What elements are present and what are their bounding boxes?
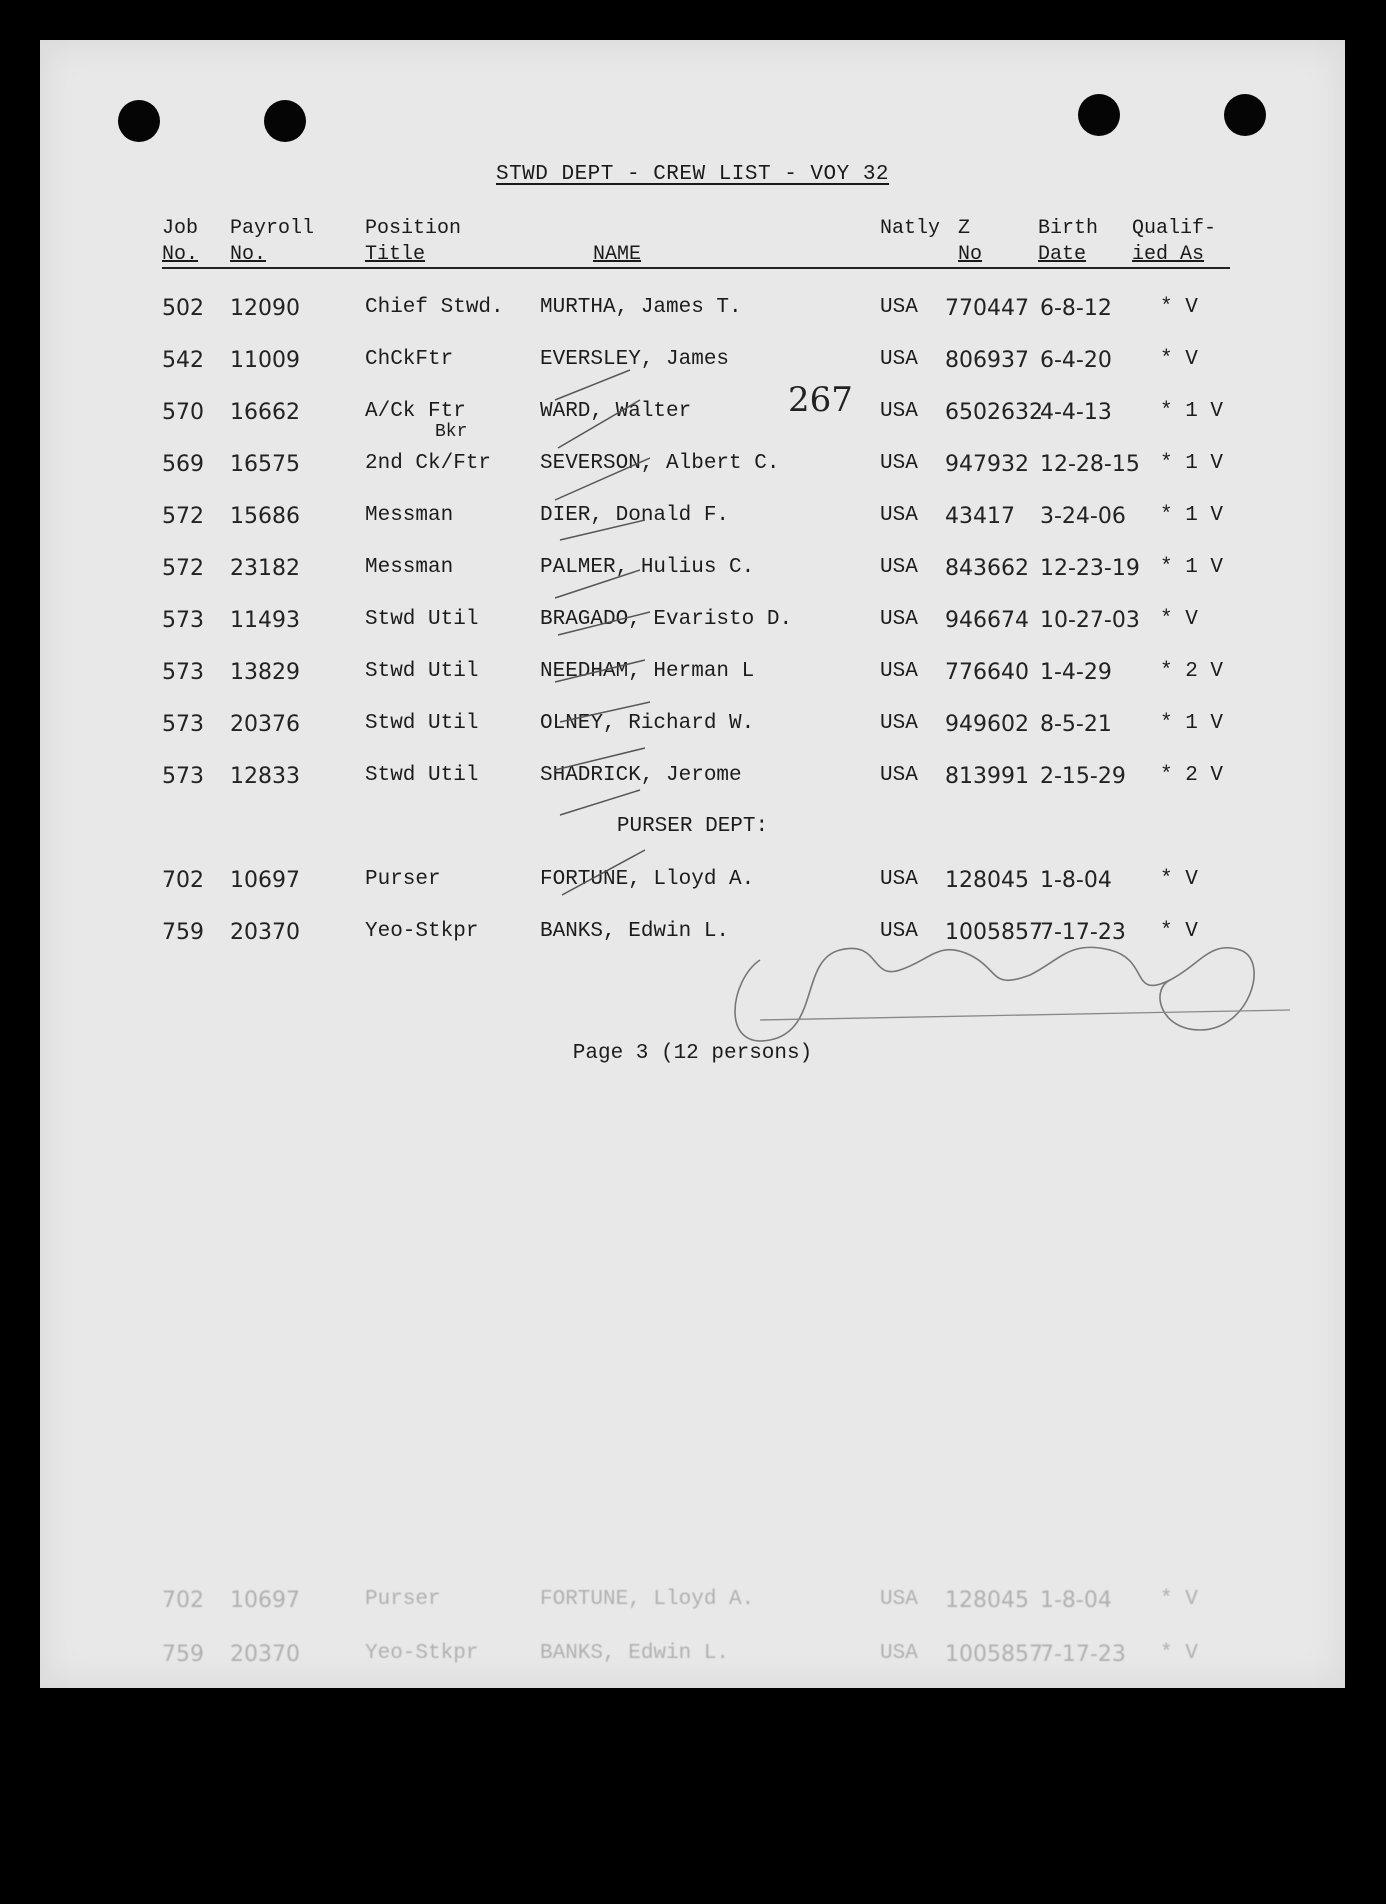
z-number-cell: 128045 [945,868,1029,893]
birth-date-cell: 7-17-23 [1040,920,1126,945]
name-cell: FORTUNE, Lloyd A. [540,1588,755,1611]
name-cell: PALMER, Hulius C. [540,556,755,579]
birth-date-cell: 1-8-04 [1040,1588,1112,1613]
ghost-row [40,1588,1345,1628]
birth-date-cell: 1-8-04 [1040,868,1112,893]
qualified-cell: * V [1160,920,1198,943]
payroll-cell: 16662 [230,400,300,425]
name-cell: OLNEY, Richard W. [540,712,755,735]
z-number-cell: 776640 [945,660,1029,685]
position-cell: Yeo-Stkpr [365,920,479,943]
nationality-cell: USA [880,920,918,943]
payroll-cell: 13829 [230,660,300,685]
payroll-cell: 10697 [230,868,300,893]
z-number-cell: 1005857 [945,1642,1043,1667]
header-rule [162,267,1230,269]
header-z: Z No [958,217,983,266]
nationality-cell: USA [880,868,918,891]
z-number-cell: 806937 [945,348,1029,373]
qualified-cell: * 1 V [1160,556,1224,579]
margin-number: 267 [788,380,853,420]
z-number-cell: 813991 [945,764,1029,789]
qualified-cell: * V [1160,348,1198,371]
document-page [40,40,1345,1688]
punch-hole [118,100,160,142]
position-cell: Purser [365,868,441,891]
position-cell: Messman [365,556,454,579]
job-cell: 572 [162,556,204,581]
table-row [40,400,1345,440]
payroll-cell: 20370 [230,1642,300,1667]
birth-date-cell: 2-15-29 [1040,764,1126,789]
birth-date-cell: 6-4-20 [1040,348,1112,373]
job-cell: 570 [162,400,204,425]
punch-hole [264,100,306,142]
payroll-cell: 20370 [230,920,300,945]
table-row [40,660,1345,700]
job-cell: 502 [162,296,204,321]
nationality-cell: USA [880,504,918,527]
z-number-cell: 843662 [945,556,1029,581]
position-cell: ChCkFtr [365,348,454,371]
purser-dept-heading: PURSER DEPT: [616,815,769,838]
job-cell: 573 [162,608,204,633]
name-cell: FORTUNE, Lloyd A. [540,868,755,891]
nationality-cell: USA [880,764,918,787]
payroll-cell: 12090 [230,296,300,321]
name-cell: NEEDHAM, Herman L [540,660,755,683]
job-cell: 702 [162,1588,204,1613]
qualified-cell: * 1 V [1160,400,1224,423]
job-cell: 573 [162,764,204,789]
qualified-cell: * 1 V [1160,504,1224,527]
job-cell: 573 [162,712,204,737]
job-cell: 573 [162,660,204,685]
nationality-cell: USA [880,1588,918,1611]
payroll-cell: 16575 [230,452,300,477]
table-row [40,504,1345,544]
position-cell: Chief Stwd. [365,296,504,319]
table-row [40,868,1345,908]
page-title: STWD DEPT - CREW LIST - VOY 32 [495,163,890,186]
payroll-cell: 11009 [230,348,300,373]
table-row [40,608,1345,648]
z-number-cell: 6502632 [945,400,1043,425]
qualified-cell: * V [1160,1588,1198,1611]
birth-date-cell: 3-24-06 [1040,504,1126,529]
z-number-cell: 1005857 [945,920,1043,945]
table-row [40,452,1345,492]
header-job: Job No. [162,217,199,266]
birth-date-cell: 6-8-12 [1040,296,1112,321]
name-cell: DIER, Donald F. [540,504,730,527]
nationality-cell: USA [880,296,918,319]
birth-date-cell: 4-4-13 [1040,400,1112,425]
header-birth: Birth Date [1038,217,1099,266]
payroll-cell: 12833 [230,764,300,789]
nationality-cell: USA [880,712,918,735]
payroll-cell: 23182 [230,556,300,581]
name-cell: MURTHA, James T. [540,296,742,319]
position-cell: Stwd Util [365,608,479,631]
name-cell: BRAGADO, Evaristo D. [540,608,793,631]
header-position: Position Title [365,217,462,266]
position-cell: Purser [365,1588,441,1611]
nationality-cell: USA [880,660,918,683]
header-qualified: Qualif- ied As [1132,217,1217,266]
position-cell: Stwd Util [365,660,479,683]
payroll-cell: 10697 [230,1588,300,1613]
page-footer: Page 3 (12 persons) [572,1042,813,1065]
birth-date-cell: 10-27-03 [1040,608,1140,633]
qualified-cell: * 2 V [1160,764,1224,787]
z-number-cell: 770447 [945,296,1029,321]
z-number-cell: 946674 [945,608,1029,633]
birth-date-cell: 12-28-15 [1040,452,1140,477]
table-row [40,348,1345,388]
z-number-cell: 949602 [945,712,1029,737]
qualified-cell: * V [1160,296,1198,319]
table-row [40,712,1345,752]
name-cell: BANKS, Edwin L. [540,1642,730,1665]
position-cell: Stwd Util [365,764,479,787]
qualified-cell: * 2 V [1160,660,1224,683]
qualified-cell: * V [1160,1642,1198,1665]
table-row [40,556,1345,596]
nationality-cell: USA [880,400,918,423]
position-sub-cell: Bkr [435,422,468,442]
birth-date-cell: 7-17-23 [1040,1642,1126,1667]
punch-hole [1078,94,1120,136]
position-cell: A/Ck Ftr [365,400,466,423]
nationality-cell: USA [880,556,918,579]
qualified-cell: * 1 V [1160,712,1224,735]
job-cell: 759 [162,1642,204,1667]
name-cell: WARD, Walter [540,400,692,423]
z-number-cell: 947932 [945,452,1029,477]
birth-date-cell: 12-23-19 [1040,556,1140,581]
qualified-cell: * V [1160,868,1198,891]
table-row [40,764,1345,804]
nationality-cell: USA [880,1642,918,1665]
job-cell: 542 [162,348,204,373]
birth-date-cell: 8-5-21 [1040,712,1112,737]
payroll-cell: 11493 [230,608,300,633]
job-cell: 759 [162,920,204,945]
payroll-cell: 20376 [230,712,300,737]
job-cell: 572 [162,504,204,529]
check-marks [550,330,670,910]
punch-hole [1224,94,1266,136]
z-number-cell: 43417 [945,504,1015,529]
birth-date-cell: 1-4-29 [1040,660,1112,685]
ghost-row [40,1642,1345,1682]
job-cell: 702 [162,868,204,893]
position-cell: Yeo-Stkpr [365,1642,479,1665]
nationality-cell: USA [880,452,918,475]
name-cell: SEVERSON, Albert C. [540,452,780,475]
z-number-cell: 128045 [945,1588,1029,1613]
qualified-cell: * V [1160,608,1198,631]
name-cell: EVERSLEY, James [540,348,730,371]
table-row [40,296,1345,336]
position-cell: Messman [365,504,454,527]
job-cell: 569 [162,452,204,477]
header-payroll: Payroll No. [230,217,315,266]
header-name: NAME [593,243,642,266]
nationality-cell: USA [880,608,918,631]
name-cell: BANKS, Edwin L. [540,920,730,943]
header-natly: Natly [880,217,941,240]
name-cell: SHADRICK, Jerome [540,764,742,787]
payroll-cell: 15686 [230,504,300,529]
nationality-cell: USA [880,348,918,371]
qualified-cell: * 1 V [1160,452,1224,475]
position-cell: 2nd Ck/Ftr [365,452,492,475]
position-cell: Stwd Util [365,712,479,735]
